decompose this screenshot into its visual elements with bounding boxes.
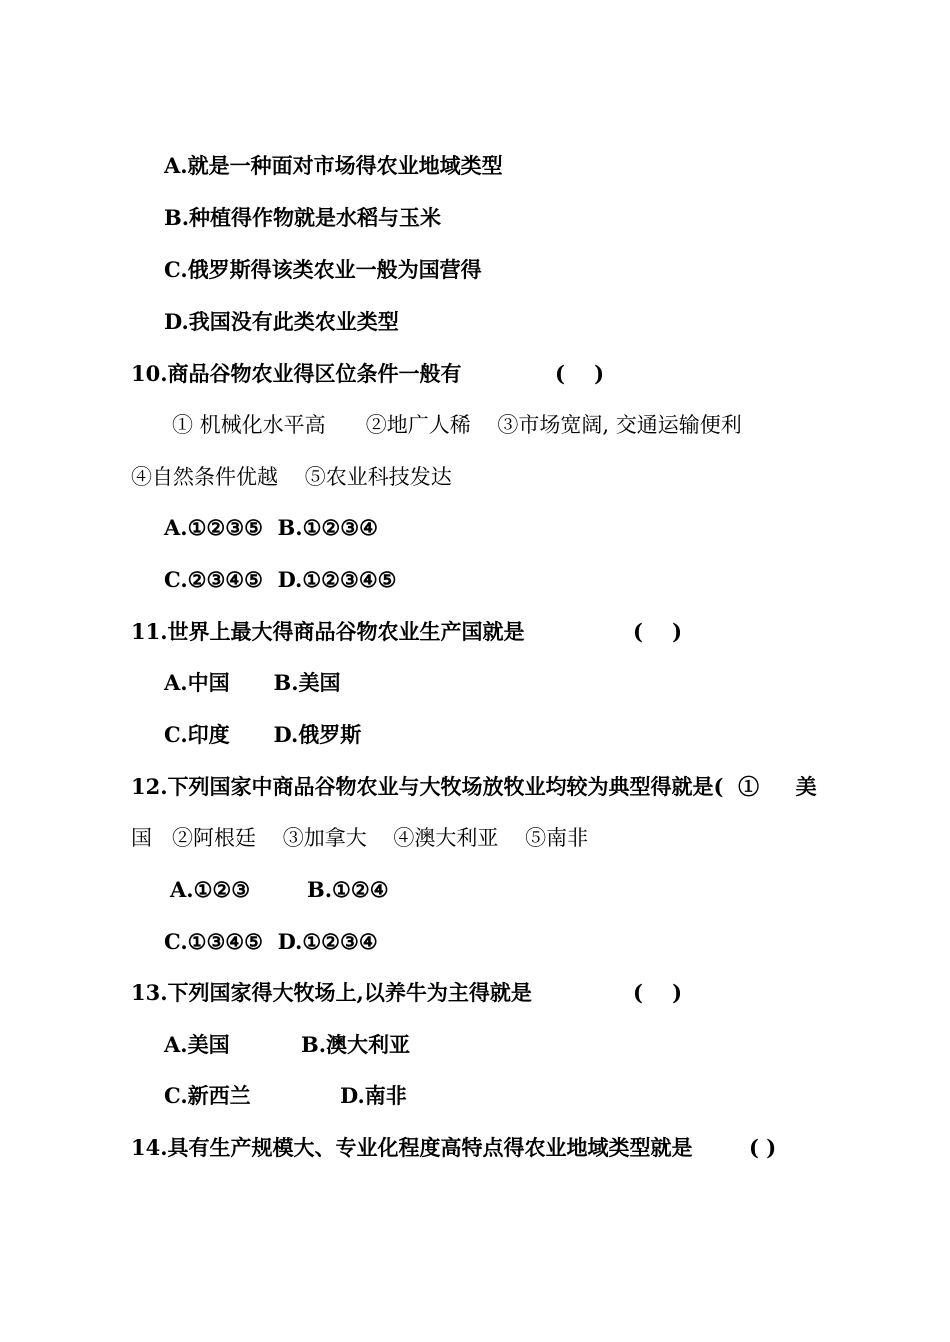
q12-option-b: B.①②④: [307, 877, 389, 902]
q13-stem: 13.下列国家得大牧场上,以养牛为主得就是: [131, 980, 532, 1005]
q9-option-c: C.俄罗斯得该类农业一般为国营得: [164, 257, 482, 282]
q11-answer-bracket: ( ): [633, 619, 683, 644]
q10-options-line2: C.②③④⑤ D.①②③④⑤: [164, 567, 397, 592]
q11-options-line1: A.中国 B.美国: [164, 670, 341, 695]
q10-options-line1: A.①②③⑤ B.①②③④: [164, 515, 378, 540]
q10-conditions-line2: ④自然条件优越 ⑤农业科技发达: [131, 465, 452, 489]
q12-stem-line1: 12.下列国家中商品谷物农业与大牧场放牧业均较为典型得就是( ① 美: [131, 774, 817, 799]
q12-option-a: A.①②③: [170, 877, 251, 902]
q11-stem: 11.世界上最大得商品谷物农业生产国就是: [131, 619, 525, 644]
q13-option-a: A.美国: [164, 1032, 230, 1057]
q11-options-line2: C.印度 D.俄罗斯: [164, 722, 362, 747]
q13-answer-bracket: ( ): [633, 980, 683, 1005]
q10-conditions-line1: ① 机械化水平高 ②地广人稀 ③市场宽阔, 交通运输便利: [172, 413, 742, 437]
q13-option-d: D.南非: [340, 1083, 407, 1108]
q10-answer-bracket: ( ): [555, 361, 605, 386]
q14-stem: 14.具有生产规模大、专业化程度高特点得农业地域类型就是: [131, 1135, 693, 1160]
q13-option-c: C.新西兰: [164, 1083, 251, 1108]
q13-option-b: B.澳大利亚: [301, 1032, 411, 1057]
q9-option-d: D.我国没有此类农业类型: [164, 309, 399, 334]
q12-stem-line2: 国 ②阿根廷 ③加拿大 ④澳大利亚 ⑤南非: [131, 826, 589, 850]
q9-option-b: B.种植得作物就是水稻与玉米: [164, 205, 442, 230]
q14-answer-bracket: ( ): [749, 1135, 777, 1160]
q12-options-line2: C.①③④⑤ D.①②③④: [164, 929, 378, 954]
q9-option-a: A.就是一种面对市场得农业地域类型: [164, 153, 503, 178]
q10-stem: 10.商品谷物农业得区位条件一般有: [131, 361, 462, 386]
